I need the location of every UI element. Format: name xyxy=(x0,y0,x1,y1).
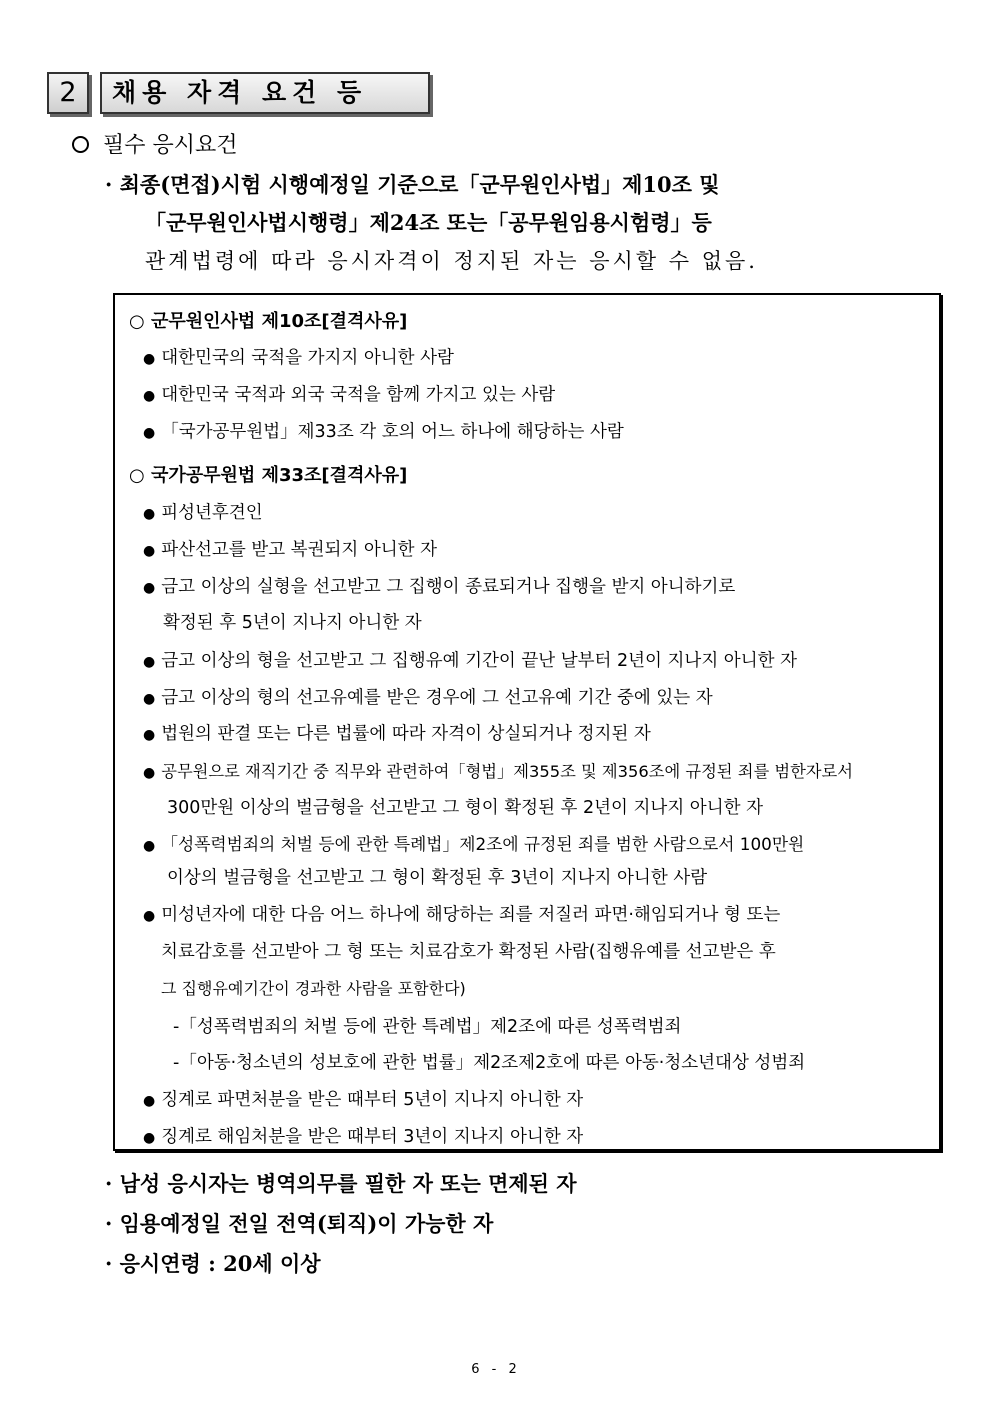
subsection-heading xyxy=(72,128,238,159)
list-item: ● 금고 이상의 실형을 선고받고 그 집행이 종료되거나 집행을 받지 아니하기로 xyxy=(143,573,735,598)
requirement-discharge: · 임용예정일 전일 전역(퇴직)이 가능한 자 xyxy=(105,1211,494,1236)
section-number: 2 xyxy=(47,72,89,114)
list-item: ● 징계로 파면처분을 받은 때부터 5년이 지나지 아니한 자 xyxy=(143,1086,583,1111)
list-item: ● 금고 이상의 형을 선고받고 그 집행유예 기간이 끝난 날부터 2년이 지나지 아니한 자 xyxy=(143,647,797,672)
list-item: ● 대한민국 국적과 외국 국적을 함께 가지고 있는 사람 xyxy=(143,381,555,406)
requirement-military: · 남성 응시자는 병역의무를 필한 자 또는 면제된 자 xyxy=(105,1171,577,1196)
list-item: ● 미성년자에 대한 다음 어느 하나에 해당하는 죄를 저질러 파면·해임되거나 형 또는 xyxy=(143,901,780,926)
list-item: ● 법원의 판결 또는 다른 법률에 따라 자격이 상실되거나 정지된 자 xyxy=(143,720,651,745)
section-title: 채용 자격 요건 등 xyxy=(100,72,430,114)
list-item: ● 「성폭력범죄의 처벌 등에 관한 특례법」제2조에 규정된 죄를 범한 사람으로서 100만원 xyxy=(143,831,804,855)
list-subitem: -「아동·청소년의 성보호에 관한 법률」제2조제2호에 따른 아동·청소년대상 성범죄 xyxy=(173,1053,806,1073)
list-item: ● 대한민국의 국적을 가지지 아니한 사람 xyxy=(143,344,454,369)
list-item-continuation: 그 집행유예기간이 경과한 사람을 포함한다) xyxy=(161,979,466,998)
box-heading-2: ○ 국가공무원법 제33조[결격사유] xyxy=(129,465,408,486)
requirement-line-3: 관계법령에 따라 응시자격이 정지된 자는 응시할 수 없음. xyxy=(145,249,758,273)
list-item-continuation: 확정된 후 5년이 지나지 아니한 자 xyxy=(163,613,422,633)
subsection-title: 필수 응시요건 xyxy=(103,133,238,158)
circle-bullet-icon xyxy=(72,136,89,153)
page-number: 6 - 2 xyxy=(471,1362,521,1377)
list-item: ● 「국가공무원법」제33조 각 호의 어느 하나에 해당하는 사람 xyxy=(143,418,624,443)
list-item-continuation: 치료감호를 선고받아 그 형 또는 치료감호가 확정된 사람(집행유예를 선고받은 후 xyxy=(161,942,776,962)
list-item-continuation: 이상의 벌금형을 선고받고 그 형이 확정된 후 3년이 지나지 아니한 사람 xyxy=(167,868,708,888)
requirement-line-2: 「군무원인사법시행령」제24조 또는「공무원임용시험령」등 xyxy=(145,210,712,235)
list-item: ● 공무원으로 재직기간 중 직무와 관련하여「형법」제355조 및 제356조에 규정된 죄를 범한자로서 xyxy=(143,758,853,782)
list-item: ● 피성년후견인 xyxy=(143,499,263,524)
box-heading-1: ○ 군무원인사법 제10조[결격사유] xyxy=(129,311,408,332)
disqualification-box xyxy=(113,293,941,1151)
list-item-continuation: 300만원 이상의 벌금형을 선고받고 그 형이 확정된 후 2년이 지나지 아니한 자 xyxy=(167,798,763,818)
list-item: ● 파산선고를 받고 복권되지 아니한 자 xyxy=(143,536,437,561)
requirement-age: · 응시연령 : 20세 이상 xyxy=(105,1251,321,1276)
list-subitem: -「성폭력범죄의 처벌 등에 관한 특례법」제2조에 따른 성폭력범죄 xyxy=(173,1017,682,1037)
list-item: ● 징계로 해임처분을 받은 때부터 3년이 지나지 아니한 자 xyxy=(143,1123,583,1148)
list-item: ● 금고 이상의 형의 선고유예를 받은 경우에 그 선고유예 기간 중에 있는 자 xyxy=(143,684,713,709)
requirement-paragraph xyxy=(105,166,865,280)
requirement-line-1: · 최종(면접)시험 시행예정일 기준으로「군무원인사법」제10조 및 xyxy=(105,172,720,197)
